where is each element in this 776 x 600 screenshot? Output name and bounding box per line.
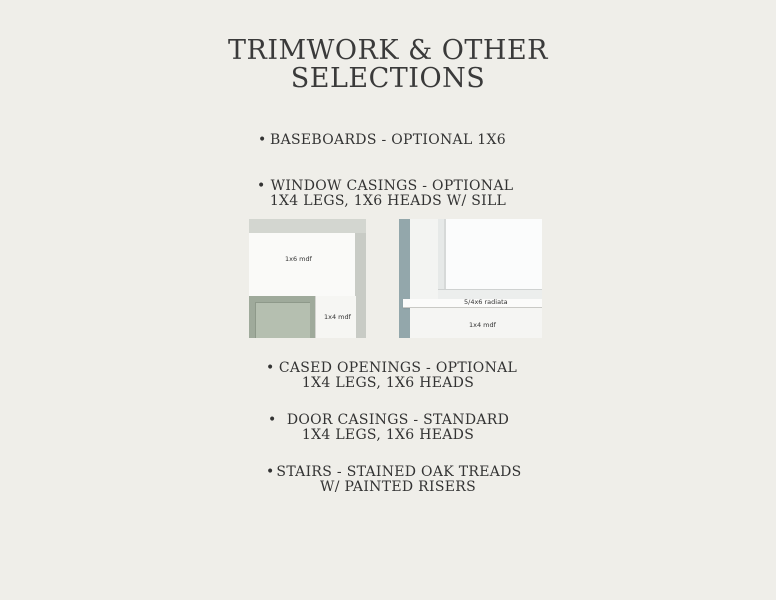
bullet: • xyxy=(266,360,275,376)
wall-top xyxy=(249,219,366,233)
bullet: • xyxy=(268,412,277,428)
item-line-1: DOOR CASINGS - STANDARD xyxy=(286,412,510,428)
item-line-1: STAIRS - STAINED OAK TREADS xyxy=(276,464,522,480)
item-line-2: 1X4 LEGS, 1X6 HEADS xyxy=(301,427,475,443)
window-frame xyxy=(438,219,542,299)
bullet: • xyxy=(257,178,266,194)
item-line-2: 1X4 LEGS, 1X6 HEADS xyxy=(301,375,475,391)
list-item-stairs xyxy=(0,465,776,495)
item-line-1: WINDOW CASINGS - OPTIONAL xyxy=(270,178,514,194)
list-item-window-casings xyxy=(0,179,776,209)
list-item-cased-openings xyxy=(0,361,776,391)
photo-label-leg: 1x4 mdf xyxy=(324,313,351,321)
bullet: • xyxy=(258,132,267,148)
photo-label-sill: 5/4x6 radiata xyxy=(464,298,508,306)
item-line-2: W/ PAINTED RISERS xyxy=(320,479,476,495)
list-item-baseboards xyxy=(0,133,776,148)
photo-label-apron: 1x4 mdf xyxy=(469,321,496,329)
wall-left xyxy=(399,219,410,338)
title-line-2: SELECTIONS xyxy=(290,63,486,94)
title-line-1: TRIMWORK & OTHER xyxy=(228,35,548,66)
photo-window-casing-corner xyxy=(249,219,366,338)
casing-leg xyxy=(410,219,439,299)
item-line-2: 1X4 LEGS, 1X6 HEADS W/ SILL xyxy=(269,193,507,209)
wall-opening xyxy=(249,296,315,338)
item-line-1: BASEBOARDS - OPTIONAL 1X6 xyxy=(270,132,506,148)
photo-window-sill xyxy=(399,219,542,338)
photo-label-head: 1x6 mdf xyxy=(285,255,312,263)
bullet: • xyxy=(266,464,275,480)
head-board xyxy=(249,233,355,297)
wall-right xyxy=(355,233,366,338)
list-item-door-casings xyxy=(0,413,776,443)
page-title xyxy=(0,37,776,93)
item-line-1: CASED OPENINGS - OPTIONAL xyxy=(278,360,518,376)
